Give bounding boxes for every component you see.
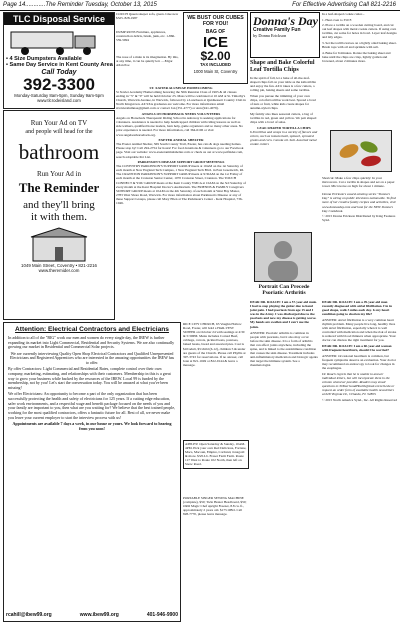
recipe-ingredients: 6-8 tortillas and wraps in a variety of flavors and colors, such as tomato basil, spinach, sprouted grains and corn. Canola oil. Salt. Assorted metal cookie cutters — [250, 130, 318, 147]
building-icon — [29, 227, 89, 263]
leaf-chip-icon — [331, 131, 391, 171]
donnas-day-logo — [250, 12, 320, 58]
ibew-ad — [3, 322, 181, 622]
run-ad-big-word: bathroom — [18, 140, 100, 164]
donnas-copyright: © 2015 Donna Erickson Distributed by King Features Synd. — [322, 214, 396, 223]
portrait-answer: ANSWER: Psoriatic arthritis is common in people with psoriasis, but it also may occur before the skin disease. It is a form of arthritis that can affect joints anywhere, including the spine, and is linked to the autoimmune condition that causes the skin disease. Treatment includes anti-inflammatory medication and biologic agents that target the immune system. See a rheumatologist. — [250, 330, 318, 368]
alumnae-heading: ST. XAVIER ALUMNAE HOMECOMING — [149, 86, 213, 90]
ibew-para-2: We are currently interviewing Quality Open Shop Electrical Contractors and Qualified Unrepresented Electricians and Registered Apprentices who are interested in the amazing opportunities the IBEW has to offer. — [9, 350, 175, 366]
run-ad-line-5: it with them. — [31, 211, 87, 223]
recipe-step-3: 3. Set the tortilla leaves on a lightly oiled baking sheet. Brush tops with oil and sprinkle with salt. — [322, 41, 397, 50]
singer-listing: PORTABLE SINGER SEWING MACHINE (complete), $50; Twin Heater Headboard, $50; ORO Magic Chef upright Freezer, 8.8 cu. ft., approximately 2 years old. $175 OBO. Call 828-7770, please leave message. — [183, 496, 247, 517]
ibew-title: Attention: Electrical Contractors and Electricians — [15, 326, 169, 333]
couch-listing: COUCH Queen sleeper sofa, green. Like new $325. 828-1987 — [116, 12, 179, 21]
tlc-bullet-2: • Same Day Service in Kent County Area — [6, 62, 113, 68]
recipe-intro: In a leaf-shaped cookie cutter... — [322, 12, 365, 16]
angels-heading: ANGELS ON HORSEBACK NEEDS VOLUNTEERS — [141, 112, 221, 117]
ibew-phone: 401-946-9900 — [146, 612, 178, 618]
donnas-byline: by Donna Erickson — [253, 33, 287, 38]
run-ad-line-1: Run Your Ad on TV — [30, 119, 88, 127]
recipe-step-2: 2. Place a tortilla on a wooden cutting board, and cut out leaf shapes with metal cookie cutters. If using corn tortillas, cut some for holes in bowl. Layer leaf designs and tidy edges. — [322, 23, 397, 40]
roach-question-2: DEAR DR. ROACH: I am a 49-year-old man recently diagnosed with atrial fibrillation. I'm in good shape, walk 3 miles each day. Is my heart condition going to shorten my life? — [322, 300, 392, 317]
person-icon — [255, 233, 311, 281]
donnas-para-1: In the spirit of fall, let a bake of all-the-leaf-shaped chips fall on your table as the kids nibble and enjoy the fun. All it takes is a few cutters, a rolling pin, baking sheets and some tortillas. — [250, 76, 317, 93]
ibew-email[interactable]: rcahill@ibew99.org — [6, 612, 52, 618]
poe-quote: The nose of a mule is its imagination. By this, at any time, it can be quietly led. —Edgar Allan Poe — [116, 55, 179, 68]
donnas-credit: Donna Erickson's award-winning series "Donna's Day" is airing on public television nationwide. To find more of her creative family recipes and activities, visit www.donnasday.com and look for the NEW Donna's Day Cookbook. — [322, 192, 396, 213]
ice-bag-label: BAG OF — [205, 29, 226, 35]
shelter-text: The Exeter Animal Shelter, 369 South County Trail, Exeter, has cats & dogs needing homes. Please stop by! Call 294-2754 for hours! For food donations & volunteers go to our Facebook page. Visit our website: www.exeteranimalshelter.com or check us out at www.petfinder.com, search adoptable Pet List. — [116, 142, 244, 159]
tlc-phone: 392-3300 — [23, 75, 95, 94]
run-ad-name: The Reminder — [18, 180, 100, 195]
ibew-para-3: By offer Contractors: Light Commercial and Residential Rates, complete control over their own company, marketing, estimating, and relationships with their customers. Membership in this is a great way to grow your business while backed by the resources of the IBEW. Local 99 is funded by the membership, not by you! Let's start the conversation today. You will be amazed at what you've been missing! — [8, 366, 171, 391]
recipe-shortcut: Shortcut: Make a few chips quickly: In your microwave. Cut a tortilla in shapes and set on a paper towel. Microwave on high for about 1 minute. — [322, 176, 395, 189]
ice-price: $2.00 — [200, 49, 231, 63]
portrait-headline: Portrait Can Precede Psoriatic Arthritis — [258, 284, 310, 297]
tlc-call: Call Today — [41, 69, 77, 76]
recipe-box-title: LEAF-SHAPED TORTILLA CHIPS — [257, 126, 311, 131]
apples-listing: APPLES! Open Saturday & Sunday, 10AM-4PM. Pick your own Red Delicious, Fortune, Macs, Macoun, Empire, Cortland, Jonagold & more. $3/0.Lb. Fraser Farm Farm. Route 117 West to Route 102 North, then left on Snow Road. — [183, 440, 249, 469]
dr-roach-photo — [254, 232, 312, 282]
donnas-headline: Shape and Bake Colorful Leaf Tortilla Chips — [250, 60, 315, 73]
run-your-ad — [3, 110, 115, 320]
header-rule — [0, 10, 400, 11]
ibew-para-5: Appointments are available 7 days a week, in our house or yours. We look forward to hearing from you soon! — [12, 420, 172, 431]
run-ad-address: 1049 Main Street, Coventry • 821-2216 — [21, 263, 97, 268]
roach-answer-2: ANSWER: Atrial fibrillation is a very common heart rhythm problem. Many people live long, healthy lives with atrial fibrillation, especially when it is well controlled with medication and when the risk of stroke is reduced with blood thinners when appropriate. Your doctor can discuss the right treatment for you. — [322, 317, 397, 343]
roach-copyright: © 2015 North America Synd., Inc. All Rights Reserved — [322, 397, 397, 402]
parkinsons-heading: PARKINSON'S DISEASE SUPPORT GROUP MEETINGS — [137, 160, 225, 165]
run-ad-line-3: Run Your Ad in — [37, 170, 81, 178]
page-header-left: Page 14............The Reminder Tuesday, October 13, 2015 — [3, 2, 157, 8]
roach-question-3: DEAR DR. ROACH: I am a 60-year-old woman with frequent heartburn, should I be worried? — [322, 343, 392, 353]
donnas-subtitle: Creative Family Fun — [253, 27, 301, 33]
tlc-bullet-1: • 4 Size Dumpsters Available — [6, 56, 82, 62]
tlc-disposal-ad — [3, 12, 115, 109]
donnas-para-2: When you pursue the trimming of your own chips, colorful tortillas work best. Spread a bowl of nuts or fruit, while kids create shapes for autumn-styled chips. — [250, 93, 317, 111]
ice-word: ICE — [202, 34, 228, 51]
ibew-para-1: In addition to all of the "BIG" work our men and women do every single day, the IBEW is further expanding its market into Light Commercial, Residential and Security Systems. We are also continually growing our market in Residential and Commercial Solar projects. — [8, 335, 175, 350]
ice-ad — [183, 12, 248, 84]
ice-tax: TAX INCLUDED — [200, 62, 231, 67]
tlc-web: www.tlcrodeisland.com — [37, 98, 81, 103]
recipe-step-1: 1. Heat oven to 350 F. — [322, 17, 352, 22]
parkinsons-text: The COVENTRY PARKINSON'S SUPPORT GROUP meets at 10AM on the 1st Saturday of each month at New England Tech Campus, 1 New England Tech Blvd. in East Greenwich, RI. The CRANSTON PARKINSON'S SUPPORT GROUP meets at 9:30AM on the 1st Friday of each month at the Cranston Senior Center, 1070 Cranston Street, Cranston. The TOUCH CONNECT & YOU GROUP meets at the Kent County YMCA at 10AM on the 3rd Saturday of every month at the Kent Hospital Doctor's Auditorium. The FRIENDS & FAMILY Caregivers SUPPORT GROUP meets at 10AM on the 4th Saturday of each month at West Bay Manor, 2783 West Shore Road, Warwick. For more information about Parkinson's Disease or any of these Support Groups, please call Mary Ellen at The Parkinson's Center - Kent Hospital, 736-1046. — [116, 164, 246, 206]
roach-answer-3: ANSWER: Occasional heartburn is common, but frequent symptoms deserve an evaluation. Your doctor may recommend an endoscopy to look for changes in the esophagus. — [322, 353, 397, 370]
tlc-title: TLC Disposal Service — [4, 13, 114, 25]
run-ad-web: www.theremider.com — [38, 268, 80, 273]
rice-city-listing: RICE CITY CHURCH, 63 Vaughn Hollow Road, Foster, will hold a HAR-VEST SUPPER on October 24 with seatings at 4:30 & 5:30PM. Menu includes Corned Beef, cabbage, carrots, pickled beets, potatoes, baked beans, bread and assorted pies. Cost is $10/adult, $5/child (6-12), children 5 & under are guests of the Church. Please call Phyllis at 397-3743 for reservations. If no answer, call Jean at 821-1049 or 822-9144 & leave a message. — [183, 322, 246, 367]
portrait-author: DEAR DR. ROACH: — [250, 300, 281, 304]
angels-text: Angels on Horseback Therapeutic Riding School in Ashaway is seeking applications for volunteers. Assistance is needed to help handicapped children with riding lessons as well as side walkers, qualified horse leaders, barn help, game organizers and so many other areas. No prior experience is needed. For more information, call 364-6106 or visit www.angelsonhorseback.org. — [116, 116, 244, 137]
recipe-step-4: 4. Bake for 6 minutes. Rotate the baking sheet and bake until the chips are crisp, lightly golden and browned, about 2 minutes more. — [322, 50, 391, 63]
tortilla-chips-photo — [330, 130, 392, 172]
ice-address: 1000 Main St, Coventry — [193, 69, 238, 74]
ibew-para-4: We offer Electricians: An opportunity to become a part of the only organization that has been successfully protecting the health and safety of electricians for 125 years. If a cutting edge education, safer work environments, and a respectful wage and benefit package focused on the needs of you and your family are important to you, then what are you waiting for? We believe that the best trained people, working for the most qualified contractors, offers a fantastic future for all. Best of all, we never make you leave your current employer to start the interview process with us! — [8, 391, 176, 420]
dump-truck-icon — [5, 26, 113, 56]
run-ad-line-4: and they'll bring — [23, 199, 95, 211]
roach-footer: Dr. Roach regrets that he is unable to answer individual letters, but will incorporate them in the column whenever possible. Readers may email questions to ToYourGoodHealth@med.cornell.edu or request an order form of available health newsletters at 628 Virginia Dr., Orlando, FL 32803. — [322, 371, 395, 396]
run-ad-line-2: and people will head for the — [25, 129, 93, 135]
ibew-web[interactable]: www.ibew99.org — [79, 612, 119, 618]
page-header-right: For Effective Advertising Call 821-2216 — [292, 2, 396, 8]
tlc-hours: Monday-Saturday 8am-5pm, Sunday 9am-5pm — [14, 93, 104, 98]
donnas-title: Donna's Day — [253, 14, 319, 28]
shelter-heading: EXETER ANIMAL SHELTER — [158, 138, 204, 143]
alumnae-text: St Xavier Academy Homecoming honoring the 50th Reunion Class of 1965 & all classes ending in "5" & "0" will be held October 25. Mass will be celebrated at 10 AM at St. Timothy's Church, Warwick Avenue, in Warwick, followed by a Luncheon at Quidnessett Country Club in North Kingstown. All SXA graduates are welcome. For more information email stxavieralumnae@gmail.com or contact Jan (351-4777) or Ann (941-4079). — [116, 90, 246, 111]
ice-tagline: WE BUST OUR CUBES FOR YOU! — [187, 15, 244, 27]
dump-runs-listing: DUMP RUNS Furniture, appliances, construction debris, brush, junk, etc. 1-866-559-5994 — [116, 30, 176, 43]
portrait-question: I am a 57-year-old male. I had to stop playing the guitar due to hand joint pain. I had psoriasis from age 15 and I was in the Army. I was discharged due to the psoriasis and now my disease is getting worse. My hands are swollen and I can't use the joints. — [250, 300, 317, 329]
donnas-para-3: My family also likes seasonal cutters, a bag of tortillas in red, green and yellow. We pair shaped chips with a bowl of salsa. — [250, 111, 317, 124]
